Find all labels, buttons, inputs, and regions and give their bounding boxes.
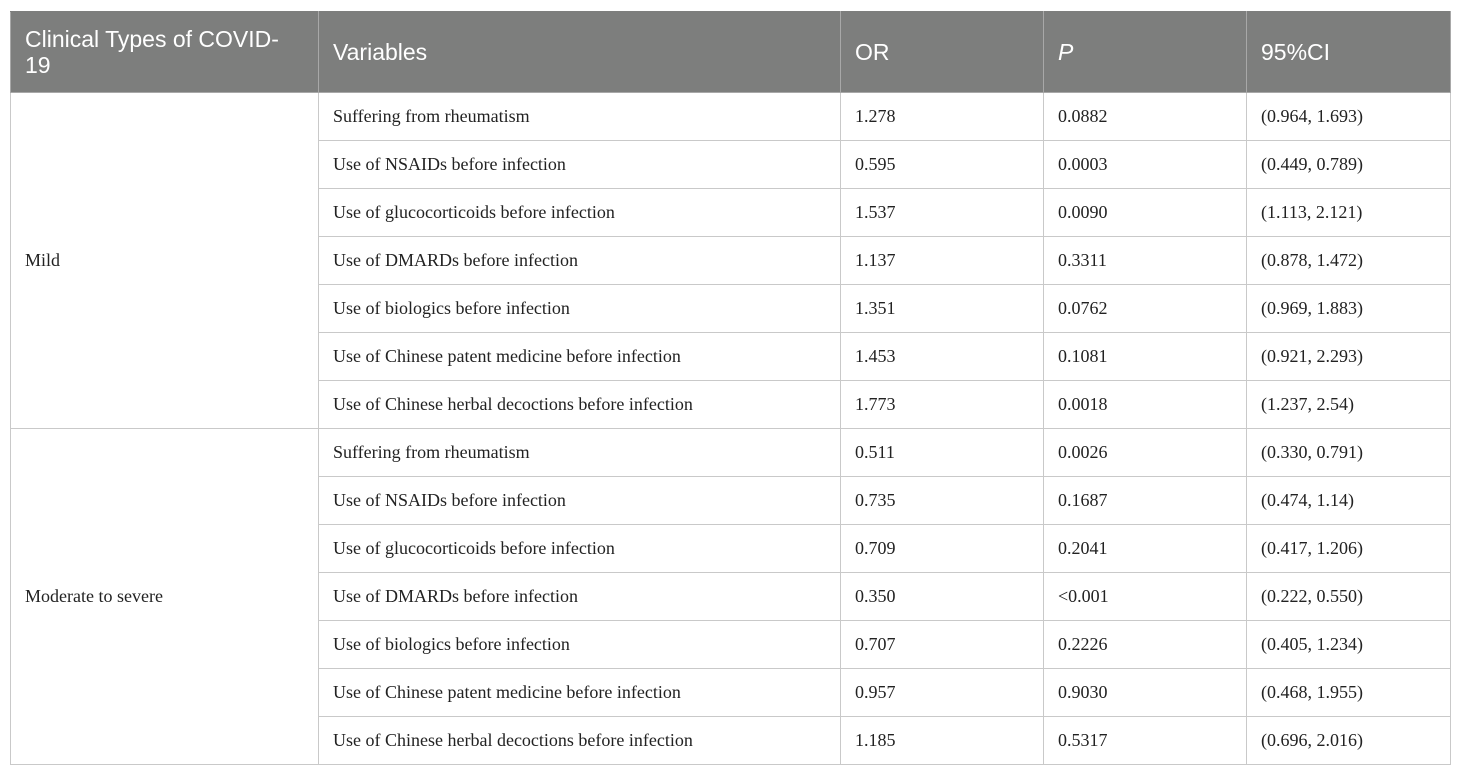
variable-cell: Use of DMARDs before infection: [319, 237, 841, 285]
variable-cell: Suffering from rheumatism: [319, 429, 841, 477]
table-body: [11, 93, 1451, 765]
p-value-cell: 0.2226: [1044, 621, 1247, 669]
or-cell: 1.773: [841, 381, 1044, 429]
p-value-cell: 0.3311: [1044, 237, 1247, 285]
p-value-cell: 0.5317: [1044, 717, 1247, 765]
p-value-cell: 0.1687: [1044, 477, 1247, 525]
ci-cell: (0.417, 1.206): [1247, 525, 1451, 573]
ci-cell: (0.696, 2.016): [1247, 717, 1451, 765]
p-value-cell: 0.1081: [1044, 333, 1247, 381]
variable-cell: Suffering from rheumatism: [319, 93, 841, 141]
p-value-cell: 0.0882: [1044, 93, 1247, 141]
results-table: [10, 11, 1451, 765]
header-p-label: P: [1058, 39, 1074, 65]
or-cell: 0.707: [841, 621, 1044, 669]
variable-cell: Use of DMARDs before infection: [319, 573, 841, 621]
p-value-cell: 0.0003: [1044, 141, 1247, 189]
or-cell: 1.278: [841, 93, 1044, 141]
ci-cell: (1.237, 2.54): [1247, 381, 1451, 429]
ci-cell: (0.449, 0.789): [1247, 141, 1451, 189]
ci-cell: (0.222, 0.550): [1247, 573, 1451, 621]
header-row: [11, 12, 1451, 93]
variable-cell: Use of Chinese patent medicine before infection: [319, 333, 841, 381]
variable-cell: Use of Chinese patent medicine before infection: [319, 669, 841, 717]
variable-cell: Use of glucocorticoids before infection: [319, 189, 841, 237]
p-value-cell: 0.0090: [1044, 189, 1247, 237]
header-p: [1044, 12, 1247, 93]
header-ci: 95%CI: [1247, 12, 1451, 93]
or-cell: 0.709: [841, 525, 1044, 573]
ci-cell: (0.405, 1.234): [1247, 621, 1451, 669]
ci-cell: (0.330, 0.791): [1247, 429, 1451, 477]
p-value-cell: 0.2041: [1044, 525, 1247, 573]
table-row: [11, 429, 1451, 477]
p-value-cell: <0.001: [1044, 573, 1247, 621]
variable-cell: Use of Chinese herbal decoctions before infection: [319, 717, 841, 765]
ci-cell: (0.474, 1.14): [1247, 477, 1451, 525]
or-cell: 1.453: [841, 333, 1044, 381]
header-or: OR: [841, 12, 1044, 93]
table-header: [11, 12, 1451, 93]
clinical-type-cell: Mild: [11, 93, 319, 429]
variable-cell: Use of glucocorticoids before infection: [319, 525, 841, 573]
ci-cell: (0.468, 1.955): [1247, 669, 1451, 717]
or-cell: 1.537: [841, 189, 1044, 237]
header-variables: Variables: [319, 12, 841, 93]
variable-cell: Use of biologics before infection: [319, 621, 841, 669]
or-cell: 0.735: [841, 477, 1044, 525]
or-cell: 1.185: [841, 717, 1044, 765]
ci-cell: (0.921, 2.293): [1247, 333, 1451, 381]
or-cell: 0.511: [841, 429, 1044, 477]
or-cell: 1.351: [841, 285, 1044, 333]
p-value-cell: 0.0762: [1044, 285, 1247, 333]
ci-cell: (0.878, 1.472): [1247, 237, 1451, 285]
p-value-cell: 0.0026: [1044, 429, 1247, 477]
or-cell: 0.595: [841, 141, 1044, 189]
clinical-type-cell: Moderate to severe: [11, 429, 319, 765]
ci-cell: (0.964, 1.693): [1247, 93, 1451, 141]
or-cell: 1.137: [841, 237, 1044, 285]
or-cell: 0.350: [841, 573, 1044, 621]
variable-cell: Use of NSAIDs before infection: [319, 141, 841, 189]
variable-cell: Use of biologics before infection: [319, 285, 841, 333]
ci-cell: (1.113, 2.121): [1247, 189, 1451, 237]
or-cell: 0.957: [841, 669, 1044, 717]
p-value-cell: 0.9030: [1044, 669, 1247, 717]
p-value-cell: 0.0018: [1044, 381, 1247, 429]
ci-cell: (0.969, 1.883): [1247, 285, 1451, 333]
header-clinical-type: Clinical Types of COVID-19: [11, 12, 319, 93]
variable-cell: Use of NSAIDs before infection: [319, 477, 841, 525]
table-row: [11, 93, 1451, 141]
variable-cell: Use of Chinese herbal decoctions before infection: [319, 381, 841, 429]
